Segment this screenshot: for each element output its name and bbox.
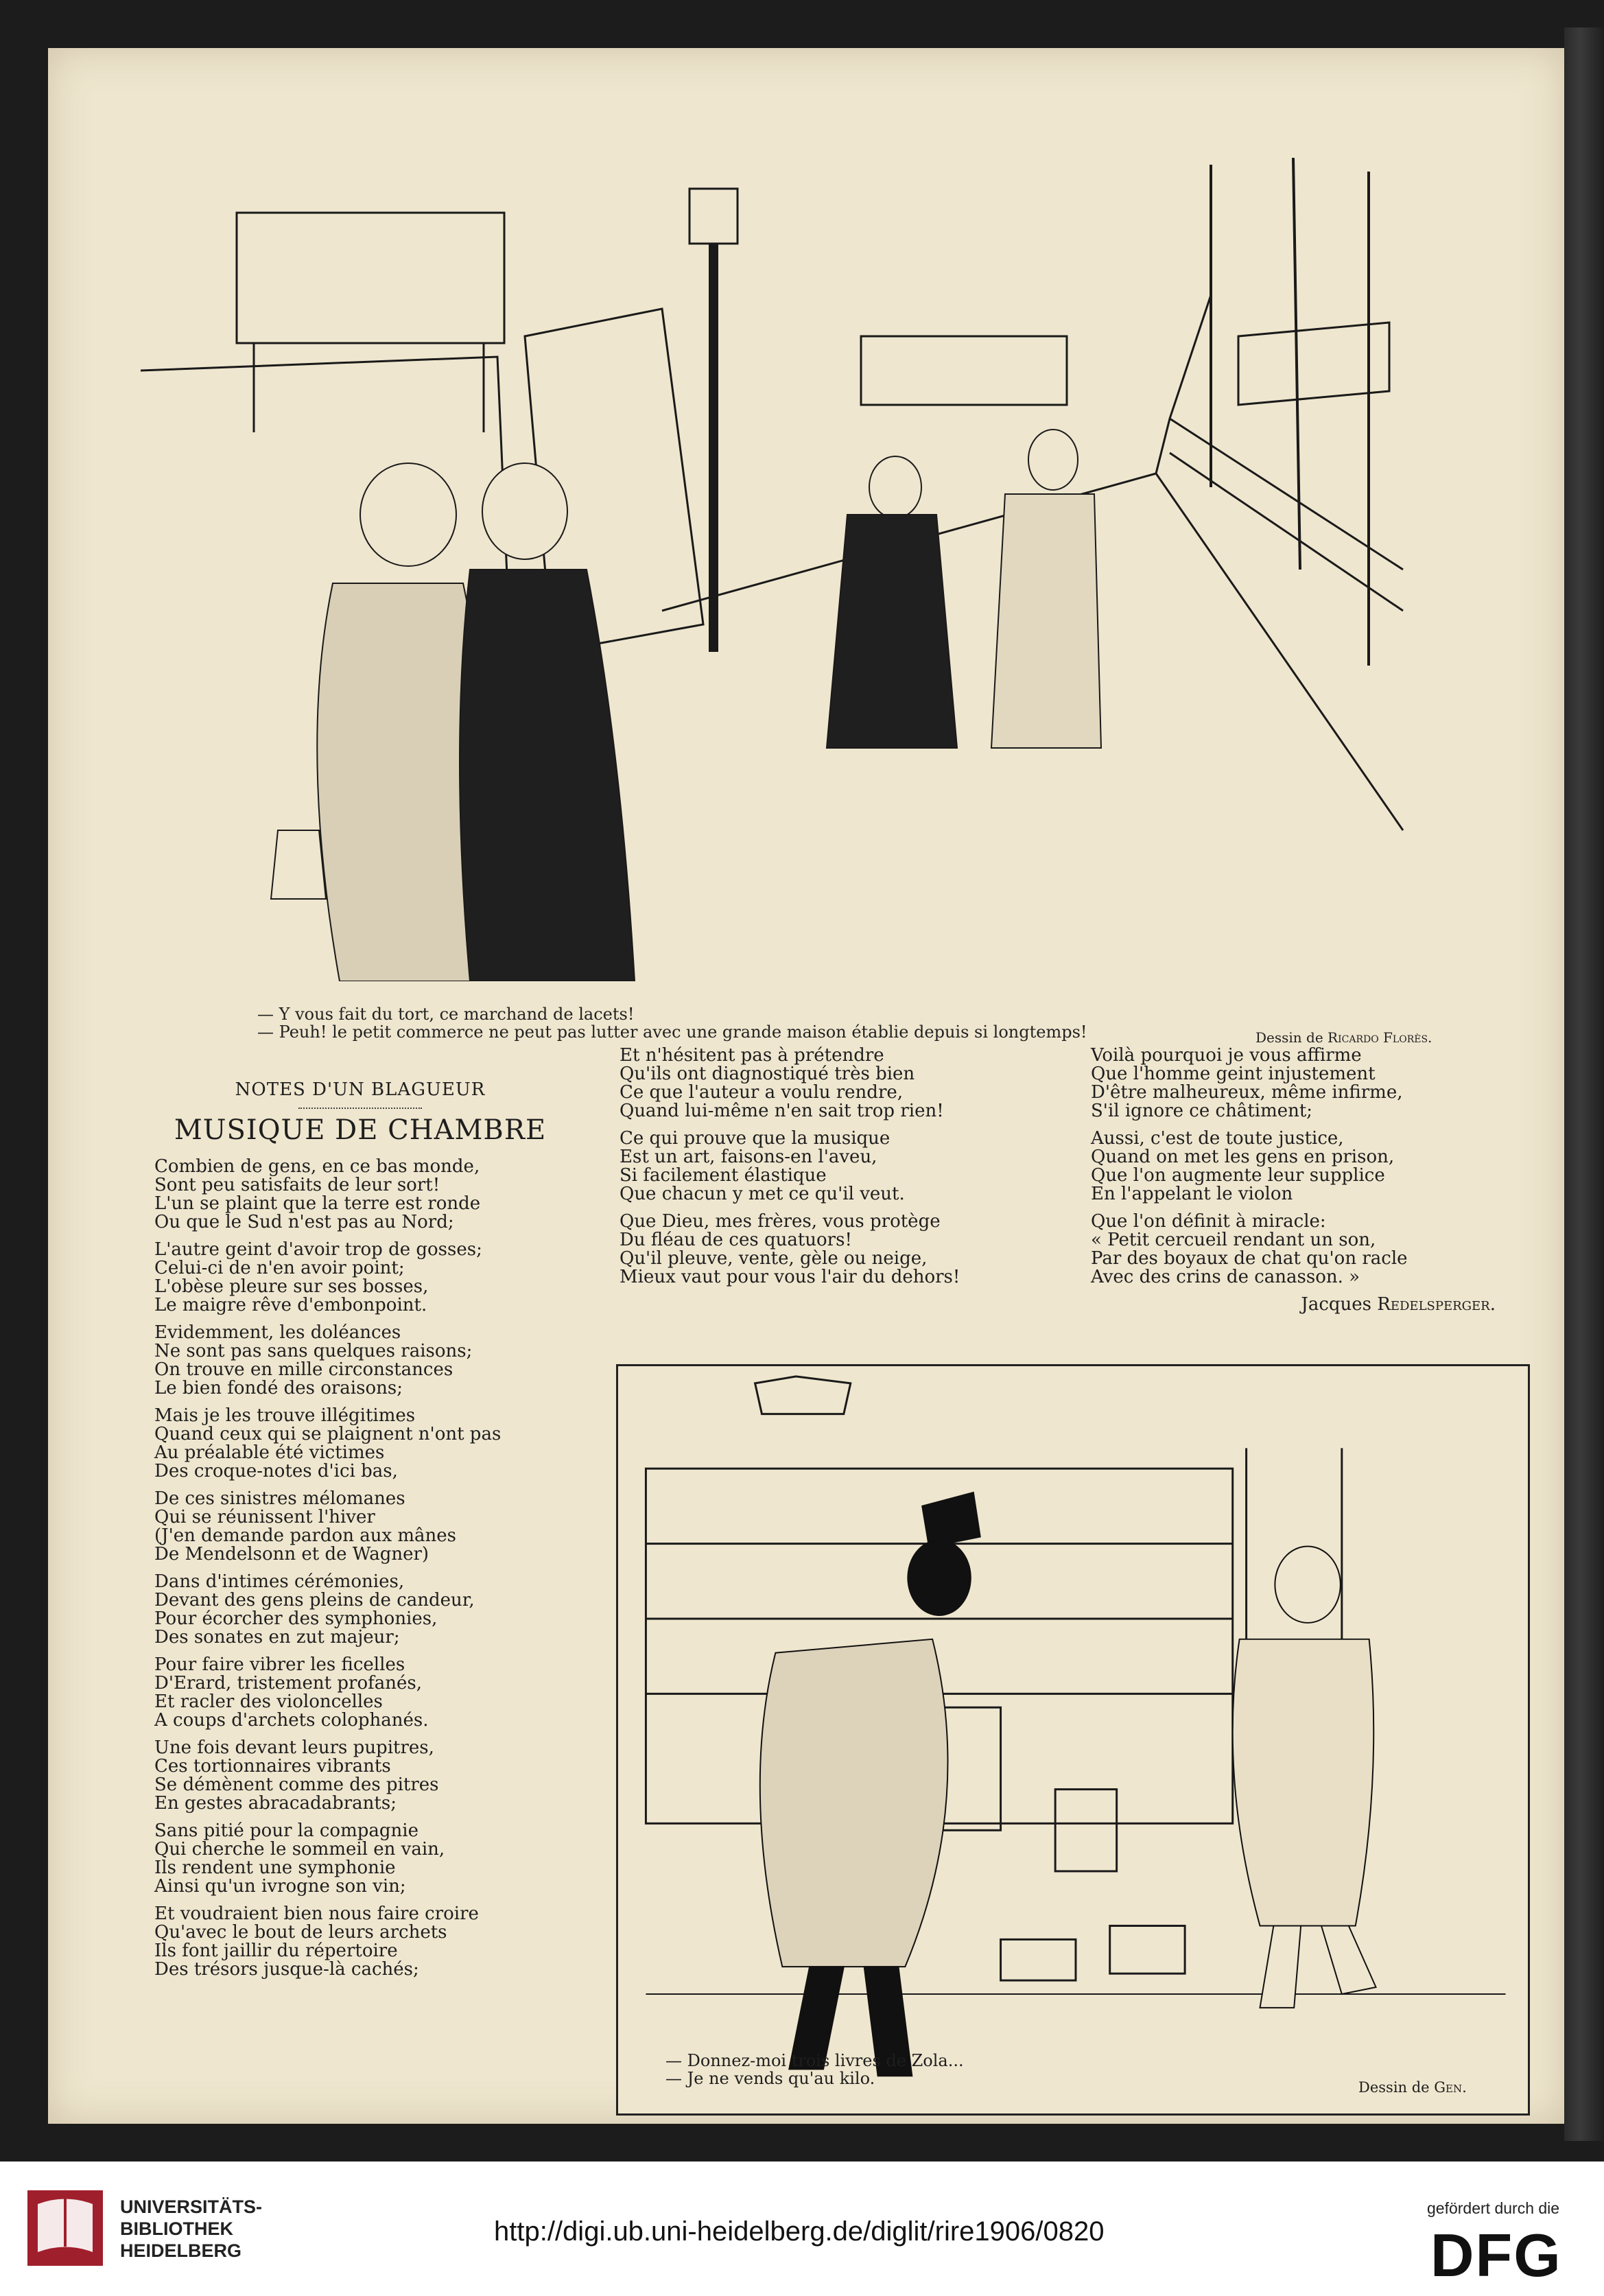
poem-line: Et n'hésitent pas à prétendre (620, 1045, 884, 1066)
bottom-illustration (616, 1364, 1530, 2116)
poem-line: En gestes abracadabrants; (154, 1793, 397, 1814)
column-3-stanzas (1091, 1046, 1502, 1287)
poem-line: D'Erard, tristement profanés, (154, 1673, 422, 1694)
book-binding-edge (1564, 27, 1604, 2141)
poem-line: Le bien fondé des oraisons; (154, 1378, 403, 1398)
credit-artist: Ricardo Florès. (1328, 1029, 1432, 1046)
caption-line: — Je ne vends qu'au kilo. (665, 2069, 875, 2088)
top-illustration-credit (1255, 1029, 1432, 1046)
poem-line: Que chacun y met ce qu'il veut. (620, 1184, 905, 1204)
poem-stanza (154, 1656, 566, 1730)
poem-line: Qui cherche le sommeil en vain, (154, 1839, 445, 1860)
customer-hair (908, 1541, 970, 1615)
poem-line: Et racler des violoncelles (154, 1691, 383, 1712)
poem-line: Une fois devant leurs pupitres, (154, 1737, 434, 1758)
walking-man-body (991, 494, 1101, 748)
poem-line: Ces tortionnaires vibrants (154, 1756, 391, 1777)
poem-line: Ce que l'auteur a voulu rendre, (620, 1082, 904, 1103)
caption-line: — Y vous fait du tort, ce marchand de lacets! (257, 1005, 635, 1024)
poem-line: Pour écorcher des symphonies, (154, 1608, 438, 1629)
poem-stanza (154, 1905, 566, 1979)
poem-line: Le maigre rêve d'embonpoint. (154, 1295, 427, 1315)
poem-stanza (1091, 1213, 1502, 1287)
poem-line: L'autre geint d'avoir trop de gosses; (154, 1239, 482, 1260)
poem-line: Des sonates en zut majeur; (154, 1627, 400, 1648)
poem-line: Si facilement élastique (620, 1165, 827, 1186)
poem-line: Des trésors jusque-là cachés; (154, 1959, 419, 1980)
poem-line: Ainsi qu'un ivrogne son vin; (154, 1876, 406, 1897)
funder-label: gefördert durch die (1427, 2199, 1560, 2217)
poem-line: L'obèse pleure sur ses bosses, (154, 1276, 429, 1297)
bookseller-head (1275, 1547, 1340, 1623)
customer-coat (760, 1639, 948, 1967)
poem-line: Qu'avec le bout de leurs archets (154, 1922, 447, 1943)
poem-line: Ils font jaillir du répertoire (154, 1941, 398, 1961)
poem-line: « Petit cercueil rendant un son, (1091, 1230, 1376, 1250)
poem-line: Aussi, c'est de toute justice, (1091, 1128, 1344, 1149)
poem-line: Qu'ils ont diagnostiqué très bien (620, 1064, 915, 1084)
sign-letter-box (755, 1377, 851, 1414)
poem-line: Dans d'intimes cérémonies, (154, 1571, 405, 1592)
poem-stanza (154, 1324, 566, 1398)
poem-line: Sont peu satisfaits de leur sort! (154, 1175, 440, 1195)
street-lamp (689, 189, 738, 244)
book-stack (1001, 1939, 1076, 1980)
library-name-line: HEIDELBERG (120, 2240, 242, 2261)
background-man-body (827, 515, 957, 748)
poem-line: Combien de gens, en ce bas monde, (154, 1156, 480, 1177)
poem-stanza (1091, 1129, 1502, 1204)
column-2-stanzas (620, 1046, 1059, 1287)
poem-line: Evidemment, les doléances (154, 1322, 401, 1343)
poem-stanza (620, 1129, 1059, 1204)
bridge (1238, 323, 1389, 405)
poem-line: Se démènent comme des pitres (154, 1774, 439, 1795)
bottom-caption (665, 2052, 964, 2087)
article-column-2 (620, 1046, 1059, 1296)
poem-line: Que l'on augmente leur supplice (1091, 1165, 1385, 1186)
poem-line: Mieux vaut pour vous l'air du dehors! (620, 1267, 960, 1287)
decorative-rule (298, 1103, 422, 1109)
poem-line: Qu'il pleuve, vente, gèle ou neige, (620, 1248, 928, 1269)
shopkeeper-body (460, 570, 635, 981)
background-man-head (869, 456, 921, 518)
poem-line: Ou que le Sud n'est pas au Nord; (154, 1212, 454, 1232)
poem-line: (J'en demande pardon aux mânes (154, 1525, 457, 1546)
distant-buildings (861, 336, 1067, 405)
poem-stanza (1091, 1046, 1502, 1121)
bookseller-body (1233, 1639, 1374, 1926)
bookseller-leg (1321, 1926, 1376, 1994)
article-column-3 (1091, 1046, 1502, 1314)
shop-sign-board (237, 213, 504, 343)
poem-line: S'il ignore ce châtiment; (1091, 1101, 1313, 1121)
caption-line: — Donnez-moi trois livres de Zola... (665, 2051, 964, 2070)
poem-line: D'être malheureux, même infirme, (1091, 1082, 1403, 1103)
poem-line: Avec des crins de canasson. » (1091, 1267, 1360, 1287)
poem-line: Devant des gens pleins de candeur, (154, 1590, 475, 1610)
poem-stanza (154, 1241, 566, 1315)
author-first-name: Jacques (1301, 1294, 1378, 1315)
poem-line: Mais je les trouve illégitimes (154, 1405, 416, 1426)
bookshop-drawing (618, 1366, 1528, 2113)
article-title: MUSIQUE DE CHAMBRE (174, 1114, 547, 1146)
university-library-logo-icon (27, 2190, 103, 2266)
poem-stanza (154, 1822, 566, 1896)
poem-line: A coups d'archets colophanés. (154, 1710, 429, 1731)
poem-line: De ces sinistres mélomanes (154, 1488, 405, 1509)
poem-line: En l'appelant le violon (1091, 1184, 1293, 1204)
poem-line: Du fléau de ces quatuors! (620, 1230, 852, 1250)
bookseller-leg (1260, 1926, 1301, 2008)
poem-line: Que l'homme geint injustement (1091, 1064, 1376, 1084)
poem-line: Quand on met les gens en prison, (1091, 1147, 1395, 1167)
poem-line: Quand lui-même n'en sait trop rien! (620, 1101, 944, 1121)
credit-prefix: Dessin de (1255, 1029, 1328, 1046)
caption-line: — Peuh! le petit commerce ne peut pas lutter avec une grande maison établie depuis si longtemps! (257, 1022, 1087, 1042)
bottom-illustration-credit (1358, 2079, 1467, 2096)
poem-line: Ne sont pas sans quelques raisons; (154, 1341, 473, 1361)
column-1-stanzas (154, 1158, 566, 1979)
poem-line: Celui-ci de n'en avoir point; (154, 1258, 405, 1278)
poem-line: Des croque-notes d'ici bas, (154, 1461, 398, 1481)
author-signature (1091, 1296, 1502, 1314)
street-vendor-head (360, 463, 456, 566)
top-caption (257, 1005, 1087, 1041)
poem-line: Voilà pourquoi je vous affirme (1091, 1045, 1362, 1066)
poem-line: Qui se réunissent l'hiver (154, 1507, 375, 1527)
trees (1211, 158, 1369, 666)
library-name-line: BIBLIOTHEK (120, 2218, 233, 2239)
walking-man-head (1028, 430, 1078, 490)
author-last-name: Redelsperger. (1377, 1294, 1496, 1315)
poem-line: Quand ceux qui se plaignent n'ont pas (154, 1424, 502, 1444)
dfg-logo: DFG (1430, 2221, 1562, 2289)
poem-line: On trouve en mille circonstances (154, 1359, 453, 1380)
book-stack (1110, 1926, 1185, 1974)
road-vanishing (1156, 295, 1211, 473)
poem-line: Et voudraient bien nous faire croire (154, 1903, 479, 1924)
poem-stanza (154, 1158, 566, 1232)
poem-line: Est un art, faisons-en l'aveu, (620, 1147, 877, 1167)
library-name-line: UNIVERSITÄTS- (120, 2197, 263, 2217)
source-url[interactable]: http://digi.ub.uni-heidelberg.de/diglit/rire1906/0820 (494, 2216, 1105, 2247)
poem-line: Que Dieu, mes frères, vous protège (620, 1211, 941, 1232)
rubric-heading: NOTES D'UN BLAGUEUR (235, 1079, 486, 1100)
poem-line: Par des boyaux de chat qu'on racle (1091, 1248, 1408, 1269)
poem-stanza (154, 1407, 566, 1481)
poem-stanza (154, 1490, 566, 1564)
poem-line: Ils rendent une symphonie (154, 1858, 396, 1878)
article-column-1 (154, 1081, 566, 1988)
poem-line: Au préalable été victimes (154, 1442, 385, 1463)
top-hat (922, 1492, 980, 1547)
poem-line: Sans pitié pour la compagnie (154, 1820, 418, 1841)
poem-stanza (154, 1739, 566, 1813)
top-illustration (141, 130, 1410, 981)
poem-line: Ce qui prouve que la musique (620, 1128, 891, 1149)
street-scene-drawing (141, 130, 1410, 981)
book-stack (1055, 1790, 1117, 1871)
poem-line: L'un se plaint que la terre est ronde (154, 1193, 481, 1214)
poem-stanza (154, 1573, 566, 1647)
poem-stanza (620, 1213, 1059, 1287)
shopkeeper-head (482, 463, 567, 559)
credit-artist: Gen. (1434, 2079, 1467, 2096)
poem-line: Pour faire vibrer les ficelles (154, 1654, 405, 1675)
poem-stanza (620, 1046, 1059, 1121)
poem-line: De Mendelsonn et de Wagner) (154, 1544, 429, 1565)
lace-bundle (271, 830, 326, 899)
library-name (120, 2196, 262, 2262)
digitization-footer (0, 2162, 1604, 2296)
poem-line: Que l'on définit à miracle: (1091, 1211, 1326, 1232)
credit-prefix: Dessin de (1358, 2079, 1435, 2096)
